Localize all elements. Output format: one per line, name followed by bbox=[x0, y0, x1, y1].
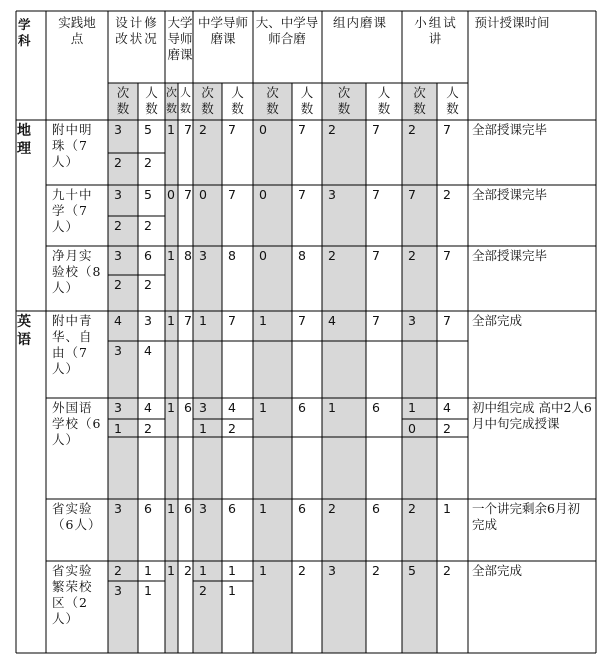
university-times: 1 bbox=[167, 563, 175, 578]
header-subject: 学科 bbox=[18, 17, 31, 48]
subheader-times: 次数 bbox=[266, 85, 279, 116]
revise-times: 2 bbox=[114, 218, 122, 233]
university-people: 2 bbox=[184, 563, 192, 578]
subject-english: 英语 bbox=[17, 314, 31, 348]
revise-times: 3 bbox=[114, 122, 122, 137]
header-middle: 中学导师磨课 bbox=[197, 15, 248, 46]
revise-times: 3 bbox=[114, 400, 122, 415]
small-times: 3 bbox=[408, 313, 416, 328]
revise-people: 1 bbox=[144, 583, 152, 598]
revise-times: 2 bbox=[114, 155, 122, 170]
middle-times: 1 bbox=[199, 421, 207, 436]
header-location: 实践地点 bbox=[58, 15, 96, 46]
middle-people: 8 bbox=[228, 248, 236, 263]
group-people: 7 bbox=[372, 313, 380, 328]
combined-people: 7 bbox=[298, 122, 306, 137]
revise-people: 4 bbox=[144, 343, 152, 358]
university-people: 6 bbox=[184, 400, 192, 415]
small-people: 2 bbox=[443, 421, 451, 436]
group-times: 2 bbox=[328, 122, 336, 137]
combined-people: 6 bbox=[298, 400, 306, 415]
middle-times: 1 bbox=[199, 563, 207, 578]
combined-people: 7 bbox=[298, 187, 306, 202]
revise-times: 1 bbox=[114, 421, 122, 436]
combined-times: 0 bbox=[259, 187, 267, 202]
university-people: 6 bbox=[184, 501, 192, 516]
small-times: 7 bbox=[408, 187, 416, 202]
subheader-times: 次数 bbox=[337, 85, 351, 116]
subheader-people: 人数 bbox=[145, 85, 158, 116]
revise-times: 4 bbox=[114, 313, 122, 328]
header-group: 组内磨课 bbox=[332, 15, 387, 30]
header-combined: 大、中学导师合磨 bbox=[255, 15, 319, 46]
middle-times: 1 bbox=[199, 313, 207, 328]
group-people: 2 bbox=[372, 563, 380, 578]
subheader-people: 人数 bbox=[446, 85, 459, 116]
small-times: 1 bbox=[408, 400, 416, 415]
university-times: 1 bbox=[167, 400, 175, 415]
group-people: 7 bbox=[372, 187, 380, 202]
group-times: 2 bbox=[328, 248, 336, 263]
middle-times: 0 bbox=[199, 187, 207, 202]
combined-people: 7 bbox=[298, 313, 306, 328]
revise-people: 5 bbox=[144, 122, 152, 137]
revise-people: 4 bbox=[144, 400, 152, 415]
location-cell: 外国语学校（6人） bbox=[52, 400, 102, 447]
location-cell: 附中明珠（7人） bbox=[52, 122, 93, 169]
revise-times: 3 bbox=[114, 248, 122, 263]
combined-people: 6 bbox=[298, 501, 306, 516]
middle-people: 7 bbox=[228, 122, 236, 137]
small-times: 2 bbox=[408, 122, 416, 137]
revise-times: 3 bbox=[114, 583, 122, 598]
university-times: 1 bbox=[167, 122, 175, 137]
small-times: 0 bbox=[408, 421, 416, 436]
middle-people: 4 bbox=[228, 400, 236, 415]
small-people: 4 bbox=[443, 400, 451, 415]
location-cell: 省实验（6人） bbox=[52, 501, 102, 532]
header-plan: 预计授课时间 bbox=[474, 15, 550, 30]
revise-people: 3 bbox=[144, 313, 152, 328]
location-cell: 附中青华、自由（7人） bbox=[52, 313, 93, 376]
revise-times: 3 bbox=[114, 187, 122, 202]
location-cell: 九十中学（7人） bbox=[52, 187, 93, 234]
small-people: 2 bbox=[443, 187, 451, 202]
university-people: 7 bbox=[184, 187, 192, 202]
middle-people: 1 bbox=[228, 583, 236, 598]
revise-times: 2 bbox=[114, 563, 122, 578]
middle-people: 6 bbox=[228, 501, 236, 516]
revise-people: 2 bbox=[144, 421, 152, 436]
group-people: 6 bbox=[372, 400, 380, 415]
revise-people: 2 bbox=[144, 155, 152, 170]
middle-people: 7 bbox=[228, 187, 236, 202]
combined-people: 8 bbox=[298, 248, 306, 263]
small-people: 7 bbox=[443, 248, 451, 263]
group-times: 2 bbox=[328, 501, 336, 516]
middle-times: 3 bbox=[199, 501, 207, 516]
group-people: 7 bbox=[372, 248, 380, 263]
subheader-people: 人数 bbox=[180, 86, 191, 115]
header-university: 大学导师磨课 bbox=[167, 15, 193, 62]
middle-people: 7 bbox=[228, 313, 236, 328]
combined-times: 0 bbox=[259, 122, 267, 137]
small-times: 5 bbox=[408, 563, 416, 578]
revise-people: 2 bbox=[144, 277, 152, 292]
group-times: 4 bbox=[328, 313, 336, 328]
small-people: 7 bbox=[443, 122, 451, 137]
plan-cell: 全部完成 bbox=[472, 313, 523, 328]
small-people: 1 bbox=[443, 501, 451, 516]
plan-cell: 全部授课完毕 bbox=[472, 122, 548, 137]
subheader-times: 次数 bbox=[166, 86, 177, 115]
header-revise: 设计修改状况 bbox=[115, 15, 159, 46]
small-times: 2 bbox=[408, 501, 416, 516]
middle-times: 3 bbox=[199, 400, 207, 415]
plan-cell: 全部授课完毕 bbox=[472, 187, 548, 202]
combined-times: 0 bbox=[259, 248, 267, 263]
revise-times: 3 bbox=[114, 343, 122, 358]
plan-cell: 初中组完成 高中2人6月中旬完成授课 bbox=[472, 400, 592, 431]
location-cell: 省实验繁荣校区（2人） bbox=[52, 563, 93, 626]
subheader-times: 次数 bbox=[201, 85, 214, 116]
subheader-times: 次数 bbox=[413, 85, 426, 116]
revise-times: 3 bbox=[114, 501, 122, 516]
combined-times: 1 bbox=[259, 563, 267, 578]
middle-times: 3 bbox=[199, 248, 207, 263]
middle-times: 2 bbox=[199, 122, 207, 137]
small-people: 7 bbox=[443, 313, 451, 328]
subheader-people: 人数 bbox=[231, 85, 244, 116]
middle-people: 2 bbox=[228, 421, 236, 436]
group-times: 3 bbox=[328, 563, 336, 578]
group-times: 1 bbox=[328, 400, 336, 415]
university-people: 7 bbox=[184, 122, 192, 137]
university-people: 7 bbox=[184, 313, 192, 328]
revise-times: 2 bbox=[114, 277, 122, 292]
header-small: 小组试讲 bbox=[414, 15, 458, 46]
group-times: 3 bbox=[328, 187, 336, 202]
revise-people: 6 bbox=[144, 501, 152, 516]
subheader-people: 人数 bbox=[377, 85, 391, 116]
plan-cell: 全部完成 bbox=[472, 563, 523, 578]
small-people: 2 bbox=[443, 563, 451, 578]
middle-people: 1 bbox=[228, 563, 236, 578]
subject-geography: 地理 bbox=[17, 123, 31, 157]
university-people: 8 bbox=[184, 248, 192, 263]
small-times: 2 bbox=[408, 248, 416, 263]
location-cell: 净月实验校（8人） bbox=[52, 248, 102, 295]
plan-cell: 一个讲完剩余6月初完成 bbox=[472, 501, 580, 532]
plan-cell: 全部授课完毕 bbox=[472, 248, 548, 263]
revise-people: 2 bbox=[144, 218, 152, 233]
combined-times: 1 bbox=[259, 501, 267, 516]
university-times: 0 bbox=[167, 187, 175, 202]
revise-people: 5 bbox=[144, 187, 152, 202]
revise-people: 1 bbox=[144, 563, 152, 578]
combined-times: 1 bbox=[259, 313, 267, 328]
group-people: 6 bbox=[372, 501, 380, 516]
revise-people: 6 bbox=[144, 248, 152, 263]
subheader-times: 次数 bbox=[116, 85, 130, 116]
combined-people: 2 bbox=[298, 563, 306, 578]
university-times: 1 bbox=[167, 313, 175, 328]
middle-times: 2 bbox=[199, 583, 207, 598]
combined-times: 1 bbox=[259, 400, 267, 415]
university-times: 1 bbox=[167, 248, 175, 263]
university-times: 1 bbox=[167, 501, 175, 516]
subheader-people: 人数 bbox=[300, 85, 314, 116]
group-people: 7 bbox=[372, 122, 380, 137]
